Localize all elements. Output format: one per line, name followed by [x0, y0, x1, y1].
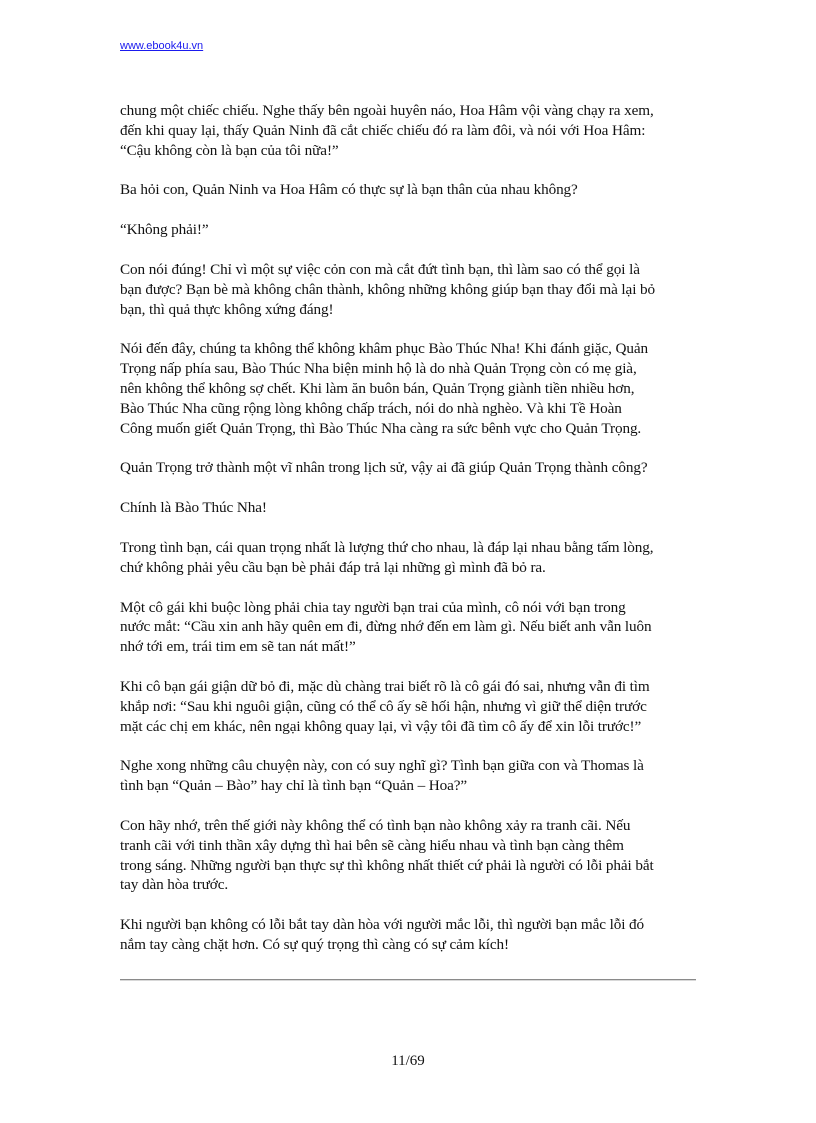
- website-link[interactable]: www.ebook4u.vn: [120, 40, 204, 52]
- page-number: 11/69: [391, 1053, 425, 1069]
- paragraph: Khi người bạn không có lỗi bắt tay dàn hòa với người mắc lỗi, thì người bạn mắc lỗi đó nắm tay càng chặt hơn. Có sự quý trọng thì càng có sự cảm kích!: [120, 916, 645, 953]
- paragraph: Chính là Bào Thúc Nha!: [120, 499, 267, 517]
- paragraph: Một cô gái khi buộc lòng phải chia tay người bạn trai của mình, cô nói với bạn trong nước mắt: “Cầu xin anh hãy quên em đi, đừng nhớ đến em làm gì. Nếu biết anh vẫn luôn nhớ tới em, trái tim em sẽ tan nát mất!”: [120, 598, 652, 656]
- paragraph: Quản Trọng trở thành một vĩ nhân trong lịch sử, vậy ai đã giúp Quản Trọng thành công?: [120, 459, 648, 477]
- paragraph: “Không phải!”: [120, 221, 209, 239]
- paragraph: Con hãy nhớ, trên thế giới này không thể có tình bạn nào không xảy ra tranh cãi. Nếu tranh cãi với tinh thần xây dựng thì hai bên sẽ càng hiểu nhau và tình bạn càng thêm trong sáng. Những người bạn thực sự thì không nhất thiết cứ phải là người có lỗi phải bắt tay dàn hòa trước.: [120, 816, 654, 894]
- footer-divider: [120, 979, 696, 981]
- document-body: [120, 101, 700, 975]
- paragraph: Nghe xong những câu chuyện này, con có suy nghĩ gì? Tình bạn giữa con và Thomas là tình bạn “Quản – Bào” hay chỉ là tình bạn “Quản – Hoa?”: [120, 757, 644, 795]
- paragraph: Nói đến đây, chúng ta không thể không khâm phục Bào Thúc Nha! Khi đánh giặc, Quản Trọng nấp phía sau, Bào Thúc Nha biện minh hộ là do nhà Quản Trọng còn có mẹ già, nên không thể không sợ chết. Khi làm ăn buôn bán, Quản Trọng giành tiền nhiều hơn, Bào Thúc Nha cũng rộng lòng không chấp trách, nói do nhà nghèo. Và khi Tề Hoàn Công muốn giết Quản Trọng, thì Bào Thúc Nha càng ra sức bênh vực cho Quản Trọng.: [120, 340, 648, 437]
- paragraph: chung một chiếc chiếu. Nghe thấy bên ngoài huyên náo, Hoa Hâm vội vàng chạy ra xem, đến khi quay lại, thấy Quản Ninh đã cắt chiếc chiếu đó ra làm đôi, và nói với Hoa Hâm: “Cậu không còn là bạn của tôi nữa!”: [120, 102, 654, 159]
- paragraph: Khi cô bạn gái giận dữ bỏ đi, mặc dù chàng trai biết rõ là cô gái đó sai, nhưng vẫn đi tìm khắp nơi: “Sau khi nguôi giận, cũng có thể cô ấy sẽ hối hận, nhưng vì giữ thể diện trước mặt các chị em khác, nên ngại không quay lại, vì vậy tôi đã tìm cô ấy để xin lỗi trước!”: [120, 677, 650, 735]
- paragraph: Con nói đúng! Chỉ vì một sự việc cỏn con mà cắt đứt tình bạn, thì làm sao có thể gọi là bạn được? Bạn bè mà không chân thành, không những không giúp bạn thay đổi mà lại bỏ bạn, thì quả thực không xứng đáng!: [120, 260, 655, 318]
- paragraph: Ba hỏi con, Quản Ninh va Hoa Hâm có thực sự là bạn thân của nhau không?: [120, 181, 578, 199]
- paragraph: Trong tình bạn, cái quan trọng nhất là lượng thứ cho nhau, là đáp lại nhau bằng tấm lòng, chứ không phải yêu cầu bạn bè phải đáp trả lại những gì mình đã bỏ ra.: [120, 538, 654, 576]
